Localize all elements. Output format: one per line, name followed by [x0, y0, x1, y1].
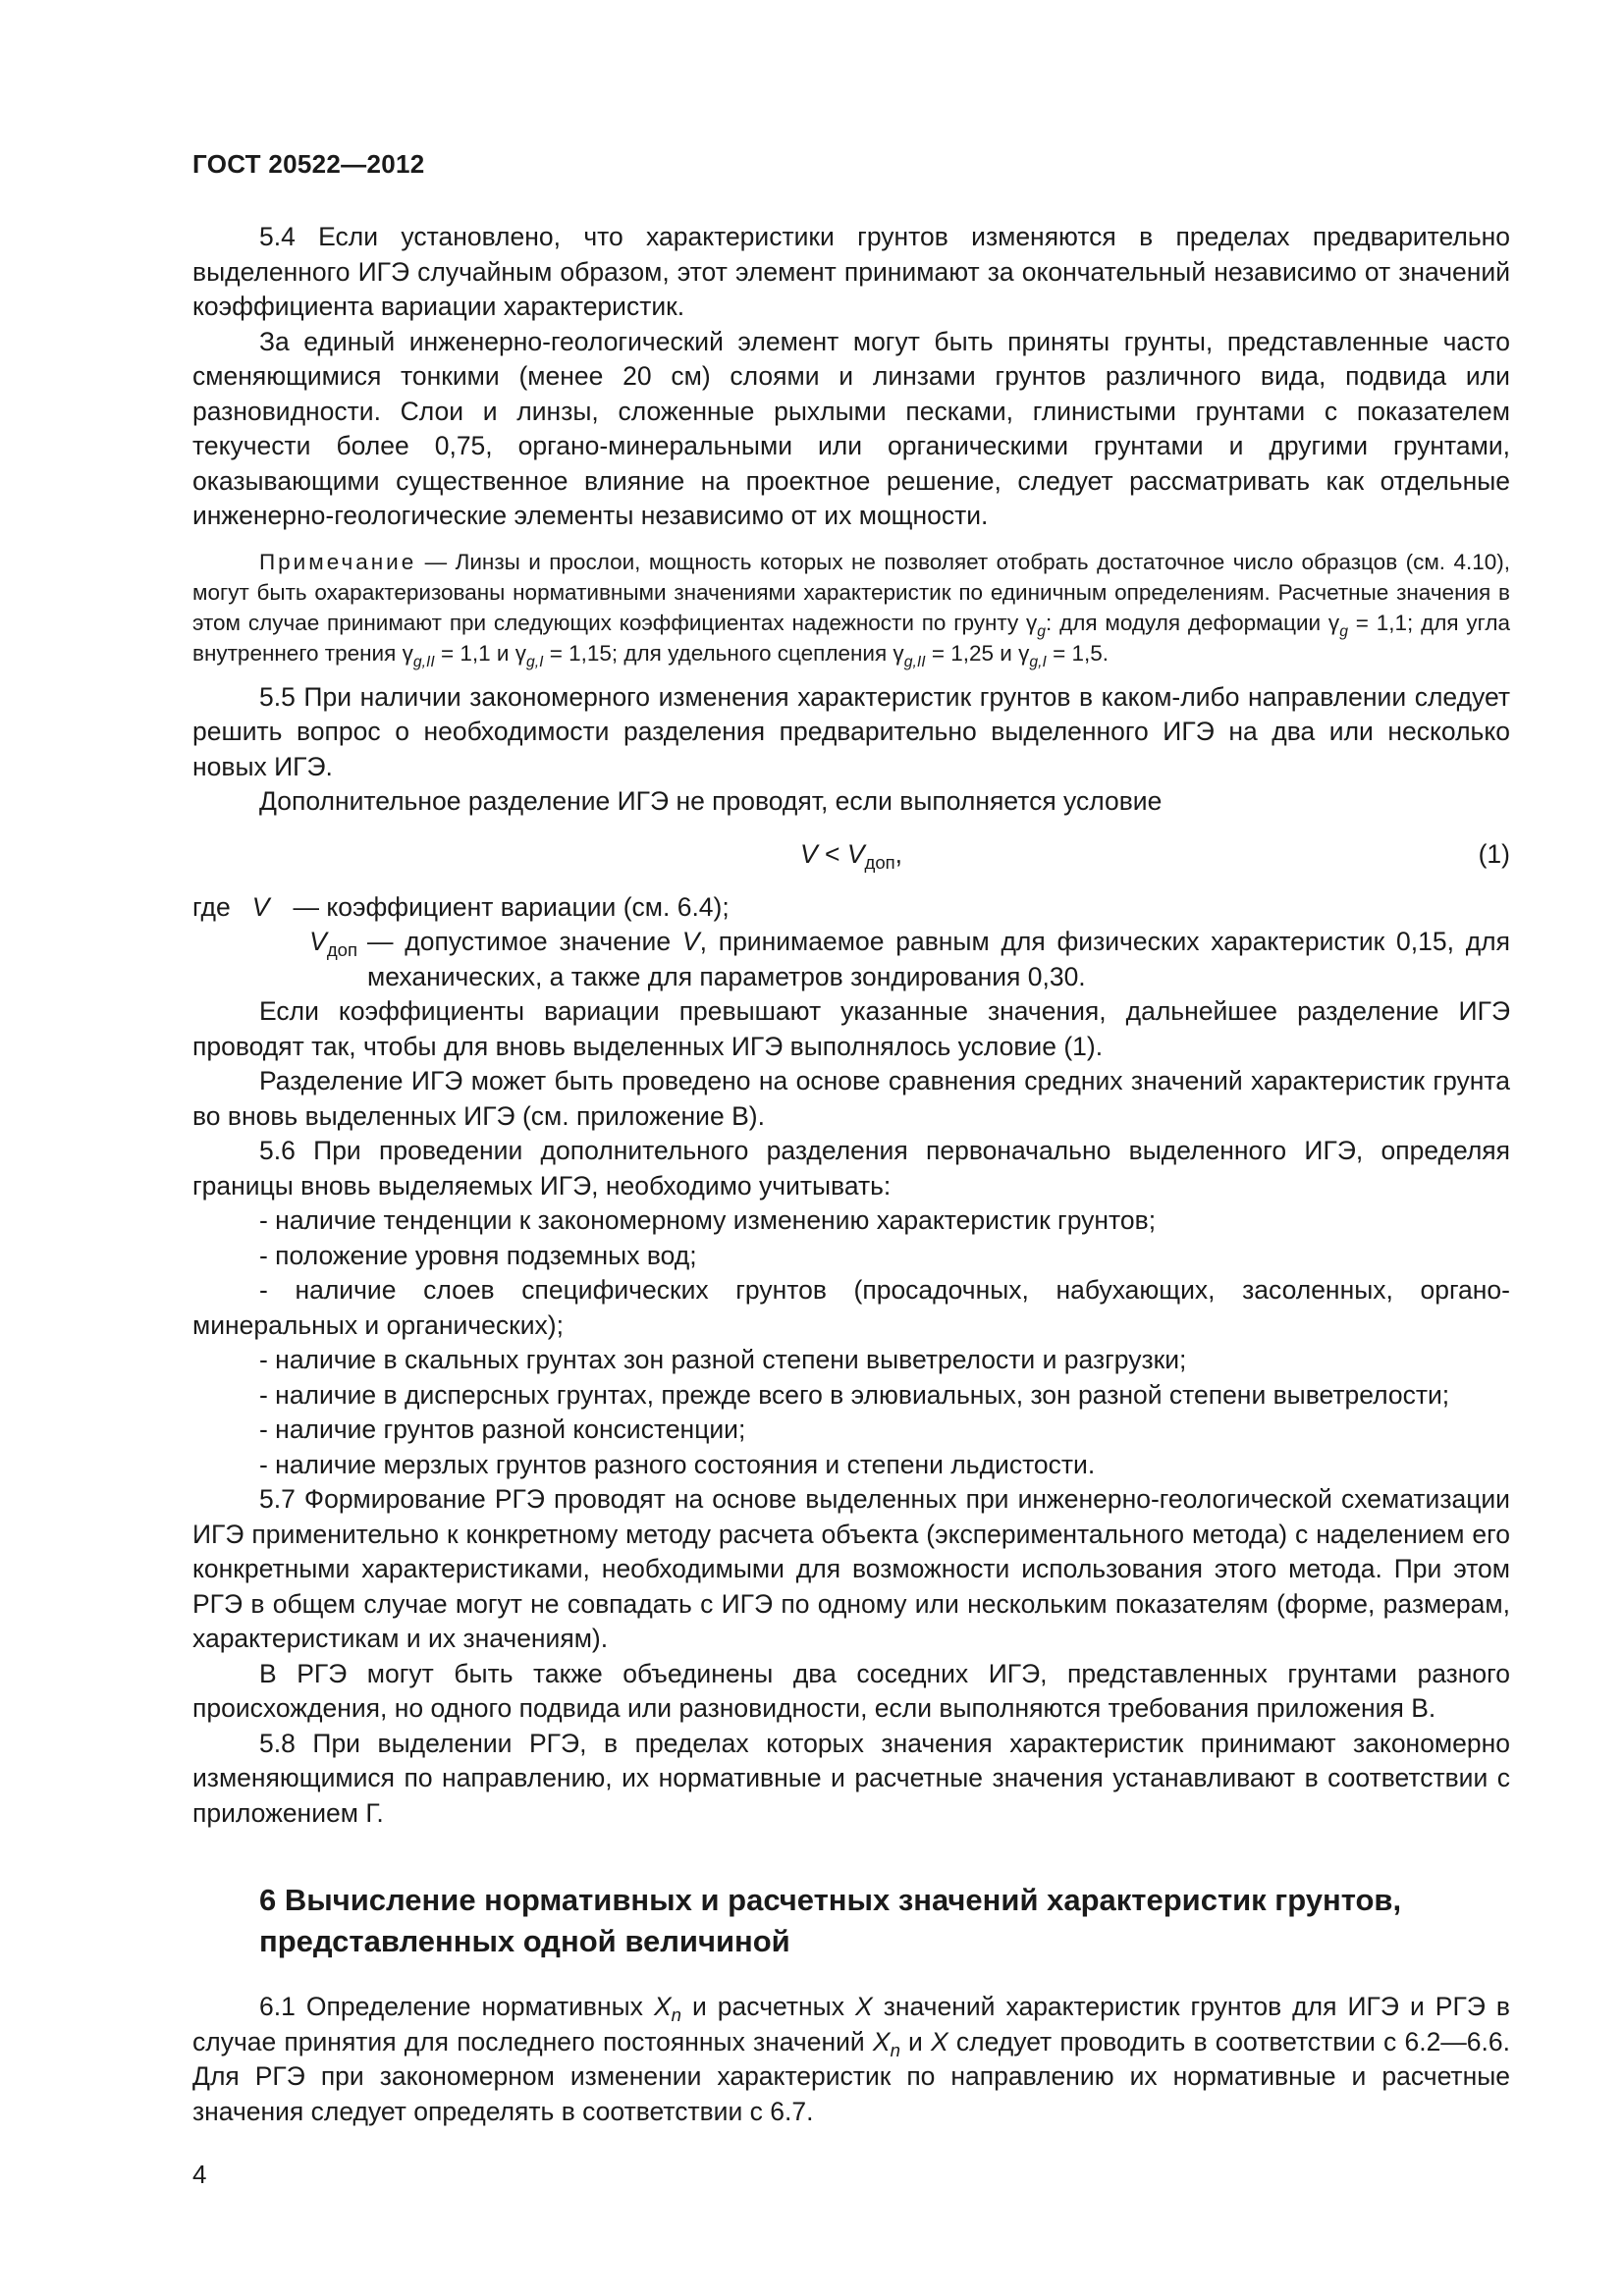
formula-number: (1): [1478, 838, 1510, 869]
list-item: - наличие слоев специфических грунтов (просадочных, набухающих, засоленных, органо-минеральных и органических);: [192, 1275, 1510, 1340]
paragraph-5-7-continued: В РГЭ могут быть также объединены два соседних ИГЭ, представленных грунтами разного происхождения, но одного подвида или разновидности, если выполняются требования приложения В.: [192, 1658, 1510, 1723]
paragraph-5-7: 5.7 Формирование РГЭ проводят на основе выделенных при инженерно-геологической схематизации ИГЭ применительно к конкретному методу расчета объекта (экспериментального метода) с наделением его конкретными характеристиками, необходимыми для возможности использования этого метода. При этом РГЭ в общем случае могут не совпадать с ИГЭ по одному или нескольким показателям (форме, размерам, характеристикам и их значениям).: [192, 1484, 1510, 1653]
paragraph-6-1: 6.1 Определение нормативных $X_n$ и расчетных X значений характеристик грунтов для ИГЭ и РГЭ в случае принятия для последнего постоянных значений $X_n$ и X следует проводить в соответствии с 6.2—6.6. Для РГЭ при закономерном изменении характеристик по направлению их нормативные и расчетные значения следует определять в соответствии с 6.7.: [192, 1992, 1511, 2126]
paragraph-5-5-condition: Дополнительное разделение ИГЭ не проводят, если выполняется условие: [259, 786, 1163, 816]
list-item: - наличие в скальных грунтах зон разной степени выветрелости и разгрузки;: [259, 1345, 1187, 1374]
formula-expression: $V < V_{доп}$,: [799, 838, 903, 873]
paragraph-5-8: 5.8 При выделении РГЭ, в пределах которых значения характеристик принимают закономерно изменяющимися по направлению, их нормативные и расчетные значения устанавливают в соответствии с приложением Г.: [192, 1728, 1510, 1828]
note-block: Примечание — Линзы и прослои, мощность которых не позволяет отобрать достаточное число образцов (см. 4.10), могут быть охарактеризованы нормативными значениями характеристик по единичным определениям. Расчетные значения в этом случае принимают при следующих коэффициентах надежности по грунту $\gamma_g$: для модуля деформации $\gamma_g = 1,1$; для угла внутреннего трения $\gamma_{g,II} = 1,1$ и $\gamma_{g,I} = 1,15$; для удельного сцепления $\gamma_{g,II} = 1,25$ и $\gamma_{g,I} = 1,5$.: [192, 549, 1510, 670]
paragraph-5-4: 5.4 Если установлено, что характеристики грунтов изменяются в пределах предварительно выделенного ИГЭ случайным образом, этот элемент принимают за окончательный независимо от значений коэффициента вариации характеристик.: [192, 222, 1510, 321]
paragraph-exceed: Если коэффициенты вариации превышают указанные значения, дальнейшее разделение ИГЭ проводят так, чтобы для вновь выделенных ИГЭ выполнялось условие (1).: [192, 996, 1510, 1061]
list-item: - наличие мерзлых грунтов разного состояния и степени льдистости.: [259, 1449, 1096, 1479]
paragraph-5-6: 5.6 При проведении дополнительного разделения первоначально выделенного ИГЭ, определяя границы вновь выделяемых ИГЭ, необходимо учитывать:: [192, 1136, 1510, 1201]
definition-v: где V — коэффициент вариации (см. 6.4);: [192, 891, 730, 922]
page-number: 4: [192, 2160, 207, 2189]
paragraph-split: Разделение ИГЭ может быть проведено на основе сравнения средних значений характеристик грунта во вновь выделенных ИГЭ (см. приложение В).: [192, 1066, 1510, 1131]
list-item: - наличие в дисперсных грунтах, прежде всего в элювиальных, зон разной степени выветрелости;: [259, 1379, 1450, 1410]
section-6-heading: 6 Вычисление нормативных и расчетных значений характеристик грунтов, представленных одной величиной: [259, 1883, 1402, 1958]
paragraph-5-5: 5.5 При наличии закономерного изменения характеристик грунтов в каком-либо направлении следует решить вопрос о необходимости разделения предварительно выделенного ИГЭ на два или несколько новых ИГЭ.: [192, 681, 1510, 781]
document-body: [192, 220, 1510, 2129]
formula-1: [192, 826, 1510, 890]
list-item: - наличие тенденции к закономерному изменению характеристик грунтов;: [259, 1205, 1157, 1235]
document-code: ГОСТ 20522—2012: [192, 149, 425, 179]
definition-vdop: $V_{доп}$ — допустимое значение V, принимаемое равным для физических характеристик 0,15, для механических, а также для параметров зондирования 0,30.: [309, 927, 1510, 991]
paragraph-5-4-continued: За единый инженерно-геологический элемент могут быть приняты грунты, представленные часто сменяющимися тонкими (менее 20 см) слоями и линзами грунтов различного вида, подвида или разновидности. Слои и линзы, сложенные рыхлыми песками, глинистыми грунтами с показателем текучести более 0,75, органо-минеральными или органическими грунтами и другими грунтами, оказывающими существенное влияние на проектное решение, следует рассматривать как отдельные инженерно-геологические элементы независимо от их мощности.: [192, 326, 1510, 530]
list-item: - положение уровня подземных вод;: [259, 1240, 697, 1270]
list-item: - наличие грунтов разной консистенции;: [259, 1415, 746, 1444]
note-label: Примечание: [259, 549, 417, 574]
